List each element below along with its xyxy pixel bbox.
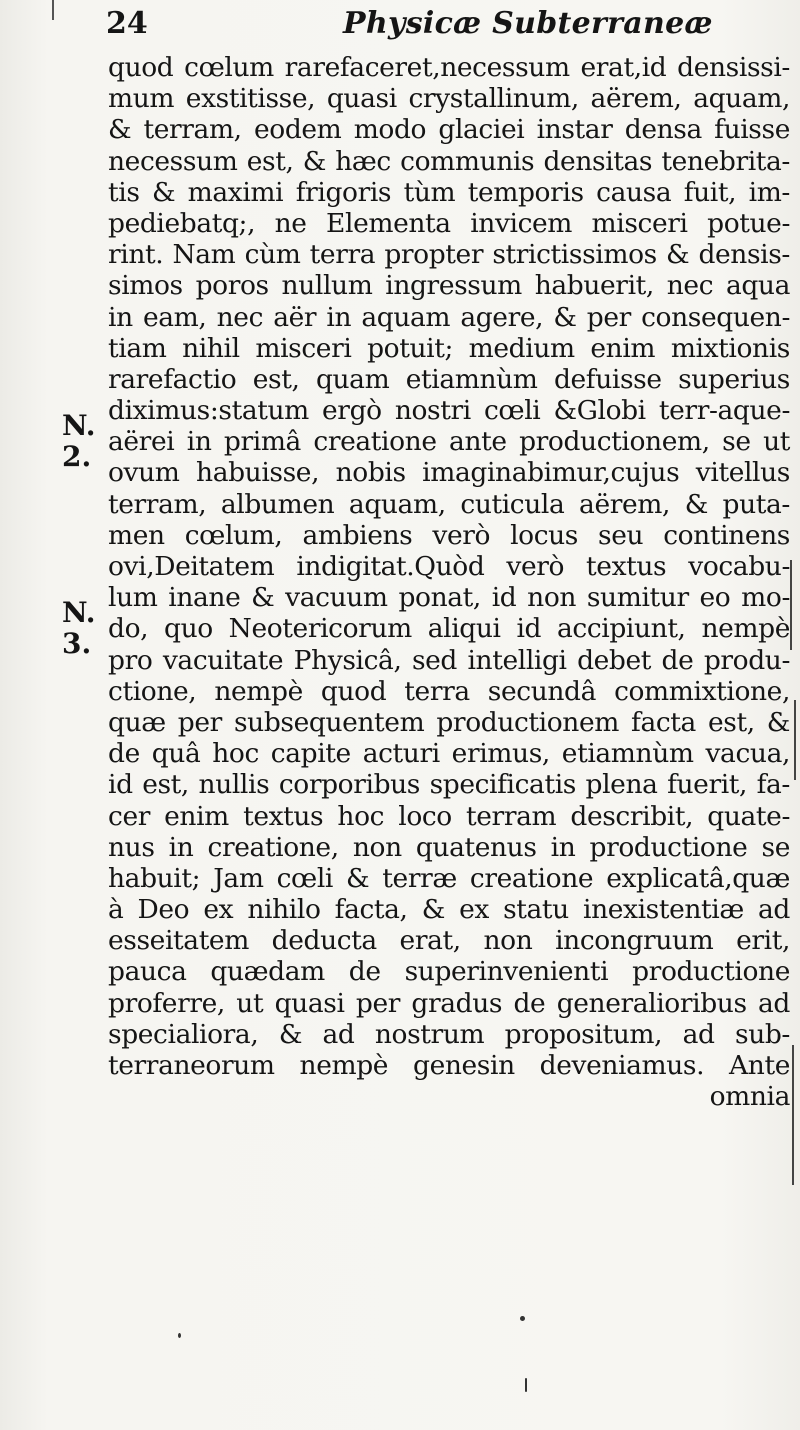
- text-line: pediebatq;, ne Elementa invicem misceri potue-: [108, 207, 790, 239]
- ink-speck: [178, 1333, 181, 1338]
- text-line: specialiora, & ad nostrum propositum, ad sub-: [108, 1018, 790, 1050]
- text-line: mum exstitisse, quasi crystallinum, aërem, aquam,: [108, 83, 790, 115]
- text-line: tis & maximi frigoris tùm temporis causa fuit, im-: [108, 176, 790, 208]
- text-line: quod cœlum rarefaceret,necessum erat,id densissi-: [108, 52, 790, 83]
- page-edge-mark: [794, 700, 796, 780]
- text-line: quæ per subsequentem productionem facta est, &: [108, 706, 790, 738]
- text-line: do, quo Neotericorum aliqui id accipiunt, nempè: [108, 613, 790, 645]
- page-edge-mark: [790, 560, 792, 650]
- text-line: id est, nullis corporibus specificatis plena fuerit, fa-: [108, 769, 790, 801]
- text-line: nus in creatione, non quatenus in productione se: [108, 831, 790, 863]
- text-line: diximus:statum ergò nostri cœli &Globi terr-aque-: [108, 395, 790, 427]
- text-line: necessum est, & hæc communis densitas tenebrita-: [108, 145, 790, 177]
- text-line: rint. Nam cùm terra propter strictissimos & densis-: [108, 239, 790, 271]
- margin-note-1: [62, 410, 96, 472]
- text-line: pro vacuitate Physicâ, sed intelligi debet de produ-: [108, 644, 790, 676]
- text-line: lum inane & vacuum ponat, id non sumitur eo mo-: [108, 582, 790, 614]
- text-line: & terram, eodem modo glaciei instar densa fuisse: [108, 114, 790, 146]
- text-line: men cœlum, ambiens verò locus seu continens: [108, 519, 790, 551]
- text-line: ctione, nempè quod terra secundâ commixtione,: [108, 675, 790, 707]
- text-line: aërei in primâ creatione ante productionem, se ut: [108, 426, 790, 458]
- margin-note-letter: N.: [62, 409, 96, 442]
- text-line: simos poros nullum ingressum habuerit, nec aqua: [108, 270, 790, 302]
- running-head: Physicæ Subterraneæ: [343, 6, 713, 41]
- margin-note-2: [62, 597, 96, 659]
- page-header: [0, 0, 800, 50]
- text-line: ovum habuisse, nobis imaginabimur,cujus vitellus: [108, 457, 790, 489]
- text-line: cer enim textus hoc loco terram describit, quate-: [108, 800, 790, 832]
- ink-speck: [520, 1316, 525, 1321]
- text-line: habuit; Jam cœli & terræ creatione explicatâ,quæ: [108, 862, 790, 894]
- page-number: 24: [106, 6, 148, 41]
- text-line: ovi,Deitatem indigitat.Quòd verò textus vocabu-: [108, 551, 790, 582]
- margin-note-number: 2.: [62, 440, 92, 473]
- text-line: tiam nihil misceri potuit; medium enim mixtionis: [108, 332, 790, 364]
- margin-note-letter: N.: [62, 596, 96, 629]
- body-text: [108, 52, 790, 1112]
- text-line: terraneorum nempè genesin deveniamus. Ante: [108, 1050, 790, 1081]
- text-line: esseitatem deducta erat, non incongruum erit,: [108, 925, 790, 957]
- ink-speck: [525, 1378, 527, 1392]
- margin-note-number: 3.: [62, 627, 92, 660]
- text-line: proferre, ut quasi per gradus de generalioribus ad: [108, 987, 790, 1019]
- text-line: à Deo ex nihilo facta, & ex statu inexistentiæ ad: [108, 894, 790, 926]
- catchword: omnia: [709, 1081, 790, 1113]
- text-line: de quâ hoc capite acturi erimus, etiamnùm vacua,: [108, 738, 790, 770]
- text-line: in eam, nec aër in aquam agere, & per consequen-: [108, 301, 790, 333]
- text-line: rarefactio est, quam etiamnùm defuisse superius: [108, 363, 790, 395]
- page-edge-mark: [792, 1045, 794, 1185]
- text-line: terram, albumen aquam, cuticula aërem, & puta-: [108, 488, 790, 520]
- text-line: pauca quædam de superinvenienti productione: [108, 956, 790, 988]
